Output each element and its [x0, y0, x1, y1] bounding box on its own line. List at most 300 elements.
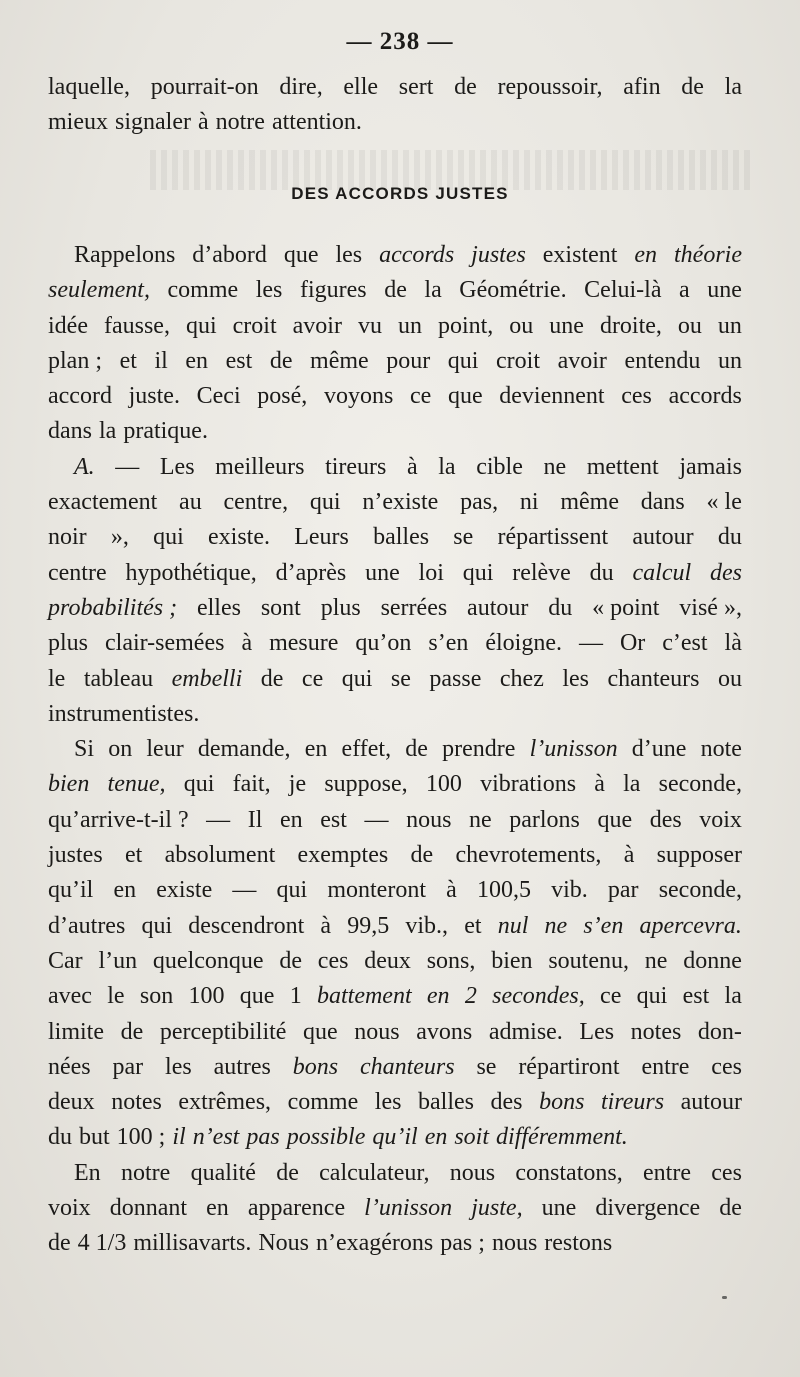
word: accords — [668, 383, 742, 410]
word: monteront — [327, 877, 426, 904]
text-line — [48, 1085, 742, 1120]
word: voix — [48, 1195, 91, 1222]
italic-word: pas — [246, 1124, 280, 1151]
word: ce — [301, 665, 324, 692]
italic-word: probabilités ; — [48, 594, 178, 621]
word: attention. — [271, 109, 362, 136]
word: centre, — [223, 489, 289, 516]
text-line — [48, 105, 742, 140]
word: 99,5 — [347, 912, 390, 939]
word: « le — [706, 489, 742, 516]
word: meilleurs — [215, 453, 305, 480]
italic-word: embelli — [171, 665, 243, 692]
text-line — [48, 344, 742, 379]
word: avec — [48, 983, 92, 1010]
word: ne — [543, 453, 567, 480]
word: apparence — [247, 1195, 346, 1222]
word: que — [597, 806, 633, 833]
word: d’après — [275, 559, 347, 586]
word: au — [179, 489, 202, 516]
word: Les — [159, 453, 195, 480]
word: à — [407, 453, 418, 480]
italic-word: tireurs — [600, 1089, 665, 1116]
word: n’existe — [362, 489, 439, 516]
word: même — [560, 489, 619, 516]
word: 4 1/3 — [77, 1230, 127, 1257]
word: qui — [141, 912, 173, 939]
word: donne — [683, 947, 742, 974]
word: signaler — [115, 109, 191, 136]
word: comme — [167, 277, 239, 304]
word: fait, — [232, 771, 271, 798]
paragraph-continuation — [48, 70, 742, 141]
word: entre — [641, 1053, 690, 1080]
word: dans — [48, 418, 92, 445]
word: d’une — [631, 736, 687, 763]
word: leur — [146, 736, 184, 763]
word: qui — [462, 559, 494, 586]
italic-word: chanteurs — [359, 1053, 455, 1080]
word: notre — [215, 109, 265, 136]
word: pour — [386, 347, 431, 374]
word: tableau — [83, 665, 154, 692]
italic-word: calcul — [632, 559, 692, 586]
word: que — [447, 383, 483, 410]
italic-word: l’unisson — [364, 1195, 453, 1222]
word: les — [374, 1089, 402, 1116]
word: posé, — [257, 383, 308, 410]
word: une — [365, 559, 400, 586]
word: avoir — [292, 312, 342, 339]
text-line — [48, 450, 742, 485]
word: ou — [509, 312, 534, 339]
word: à — [594, 771, 605, 798]
word: notes — [111, 1089, 162, 1116]
word: millisavarts. — [133, 1230, 252, 1257]
word: chez — [499, 665, 544, 692]
word: — — [232, 877, 257, 904]
italic-word: en — [426, 983, 450, 1010]
word: justes — [48, 842, 103, 869]
word: 100,5 — [476, 877, 531, 904]
word: instrumentistes. — [48, 700, 200, 727]
text-line — [48, 1015, 742, 1050]
word: de — [48, 1230, 71, 1257]
word: qui — [341, 665, 373, 692]
word: loi — [418, 559, 444, 586]
text-line — [48, 309, 742, 344]
word: autour — [632, 524, 694, 551]
word: limite — [48, 1018, 104, 1045]
text-line — [48, 732, 742, 767]
word: qui — [309, 489, 341, 516]
word: que — [283, 242, 319, 268]
word: se — [453, 524, 474, 551]
word: du — [48, 1124, 72, 1151]
word: des — [649, 806, 682, 833]
word: existe. — [208, 524, 270, 551]
text-line — [48, 591, 742, 626]
italic-word: bons — [539, 1089, 585, 1116]
word: », — [110, 524, 129, 551]
word: deux — [364, 947, 411, 974]
word: les — [562, 665, 590, 692]
word: le — [107, 983, 125, 1010]
word: divergence — [595, 1195, 701, 1222]
word: sert — [398, 74, 434, 100]
italic-word: en — [424, 1124, 448, 1151]
italic-word: des — [709, 559, 742, 586]
text-line — [48, 909, 742, 944]
italic-word: ne — [544, 912, 568, 939]
word: hypothétique, — [125, 559, 257, 586]
word: et — [124, 842, 143, 869]
word: parlons — [509, 806, 580, 833]
word: une — [549, 312, 584, 339]
word: à — [446, 877, 457, 904]
word: soutenu, — [548, 947, 629, 974]
word: il — [154, 347, 168, 374]
word: avons — [416, 1018, 473, 1045]
word: voyons — [323, 383, 394, 410]
word: admise. — [488, 1018, 563, 1045]
italic-word: théorie — [674, 242, 742, 268]
word: notre — [120, 1159, 171, 1186]
text-line — [48, 1050, 742, 1085]
word: relève — [512, 559, 571, 586]
word: demande, — [197, 736, 291, 763]
text-line — [48, 626, 742, 661]
word: vibrations — [480, 771, 577, 798]
word: plus — [48, 630, 89, 657]
word: qualité — [190, 1159, 256, 1186]
word: tireurs — [325, 453, 387, 480]
word: but — [79, 1124, 110, 1151]
word: noir — [48, 524, 87, 551]
text-line — [48, 485, 742, 520]
word: constatons, — [515, 1159, 623, 1186]
text-line — [48, 873, 742, 908]
word: se — [390, 665, 411, 692]
word: autres — [213, 1053, 271, 1080]
italic-word: apercevra. — [639, 912, 742, 939]
word: exemptes — [297, 842, 389, 869]
word: entendu — [624, 347, 701, 374]
word: qui — [636, 983, 668, 1010]
word: en — [280, 806, 303, 833]
page-number: — 238 — — [346, 28, 454, 55]
italic-word: nul — [497, 912, 529, 939]
word: qui — [185, 312, 217, 339]
word: donnant — [109, 1195, 188, 1222]
word: que — [239, 983, 275, 1010]
italic-word: justes — [471, 242, 526, 268]
word: descendront — [188, 912, 305, 939]
word: qu’on — [355, 630, 412, 657]
word: entre — [643, 1159, 691, 1186]
word: accord — [48, 383, 112, 410]
word: et — [464, 912, 482, 939]
word: en — [113, 877, 137, 904]
word: que — [303, 1018, 338, 1045]
word: absolument — [164, 842, 276, 869]
word: ne — [644, 947, 668, 974]
word: nous — [354, 1018, 400, 1045]
word: le — [48, 665, 66, 692]
word: d’abord — [192, 242, 267, 268]
word: de — [120, 1018, 144, 1045]
word: en — [304, 736, 328, 763]
word: en — [185, 347, 209, 374]
word: un — [718, 347, 742, 374]
word: exactement — [48, 489, 158, 516]
italic-word: bien — [48, 771, 90, 798]
italic-word: il — [172, 1124, 186, 1151]
word: mesure — [269, 630, 339, 657]
word: c’est — [662, 630, 708, 657]
ink-speck — [722, 1296, 727, 1299]
word: on — [108, 736, 133, 763]
word: voix — [699, 806, 742, 833]
word: plus — [320, 594, 361, 621]
word: éloigne. — [485, 630, 562, 657]
word: seconde, — [658, 771, 742, 798]
word: nous — [491, 1230, 538, 1257]
word: vib. — [551, 877, 588, 904]
word: qui — [153, 524, 184, 551]
word: ces — [621, 383, 652, 410]
word: du — [589, 559, 614, 586]
word: mettent — [586, 453, 659, 480]
word: centre — [48, 559, 107, 586]
word: Nous — [258, 1230, 309, 1257]
word: ou — [677, 312, 702, 339]
word: — — [115, 453, 140, 480]
word: des — [490, 1089, 523, 1116]
word: de — [681, 74, 704, 100]
italic-word: battement — [316, 983, 412, 1010]
word: elles — [196, 594, 241, 621]
word: effet, — [341, 736, 392, 763]
word: perceptibilité — [159, 1018, 287, 1045]
word: les — [165, 1053, 192, 1080]
word: de — [454, 74, 477, 100]
word: un — [397, 312, 422, 339]
word: en — [206, 1195, 229, 1222]
word: à — [241, 630, 253, 657]
word: visé », — [679, 594, 742, 621]
word: mieux — [48, 109, 108, 136]
word: cible — [476, 453, 523, 480]
word: juste. — [128, 383, 180, 410]
word: pratique. — [123, 418, 208, 445]
word: laquelle, — [48, 74, 130, 100]
word: autour — [680, 1089, 742, 1116]
word: à — [623, 842, 635, 869]
text-line — [48, 944, 742, 979]
word: — — [364, 806, 389, 833]
word: comme — [287, 1089, 359, 1116]
word: est — [682, 983, 710, 1010]
word: la — [424, 277, 442, 304]
word: notes — [630, 1018, 682, 1045]
word: de — [279, 947, 302, 974]
text-line — [48, 838, 742, 873]
word: 100 ; — [116, 1124, 166, 1151]
word: vu — [357, 312, 382, 339]
text-line — [48, 379, 742, 414]
word: dans — [640, 489, 685, 516]
text-line — [48, 520, 742, 555]
text-line — [48, 1191, 742, 1226]
word: est — [225, 347, 253, 374]
word: serrées — [380, 594, 448, 621]
word: fausse, — [103, 312, 170, 339]
word: deviennent — [499, 383, 605, 410]
word: droite, — [599, 312, 662, 339]
word: répartiront — [518, 1053, 620, 1080]
word: à — [197, 109, 209, 136]
word: 100 — [425, 771, 462, 798]
word: vib., — [405, 912, 449, 939]
word: son — [139, 983, 174, 1010]
word: chanteurs — [607, 665, 700, 692]
word: d’autres — [48, 912, 126, 939]
word: une — [707, 277, 742, 304]
word: les — [255, 277, 283, 304]
word: idée — [48, 312, 88, 339]
italic-word: s’en — [583, 912, 624, 939]
word: autour — [467, 594, 529, 621]
word: 100 — [188, 983, 225, 1010]
word: Géométrie. — [459, 277, 567, 304]
word: figures — [299, 277, 367, 304]
word: n’exagérons — [315, 1230, 434, 1257]
italic-word: seulement, — [48, 277, 150, 304]
word: Or — [619, 630, 646, 657]
word: avoir — [557, 347, 607, 374]
italic-word: A. — [74, 453, 95, 480]
text-line — [48, 238, 742, 273]
italic-word: 2 — [464, 983, 477, 1010]
italic-word: n’est — [192, 1124, 240, 1151]
word: par — [112, 1053, 144, 1080]
word: Leurs — [294, 524, 349, 551]
word: se — [476, 1053, 497, 1080]
word: s’en — [428, 630, 469, 657]
word: de — [276, 1159, 299, 1186]
word: est — [320, 806, 347, 833]
word: croit — [496, 347, 541, 374]
italic-word: différemment. — [496, 1124, 628, 1151]
word: une — [541, 1195, 577, 1222]
word: ces — [711, 1159, 742, 1186]
text-line — [48, 697, 742, 732]
word: existe — [156, 877, 213, 904]
word: les — [335, 242, 363, 268]
word: ne — [468, 806, 492, 833]
word: de — [260, 665, 284, 692]
word: deux — [48, 1089, 95, 1116]
word: de — [405, 736, 428, 763]
word: — — [206, 806, 231, 833]
word: un — [717, 312, 742, 339]
word: qui — [276, 877, 308, 904]
word: ces — [317, 947, 349, 974]
word: suppose, — [324, 771, 408, 798]
italic-word: tenue, — [107, 771, 166, 798]
word: balles — [418, 1089, 474, 1116]
word: Car — [48, 947, 83, 974]
italic-word: bons — [292, 1053, 339, 1080]
word: jamais — [679, 453, 742, 480]
word: chevrotements, — [455, 842, 602, 869]
section-body — [48, 238, 742, 1262]
text-line — [48, 273, 742, 308]
word: a — [679, 277, 690, 304]
word: qu’arrive-t-il ? — [48, 806, 189, 833]
word: du — [717, 524, 742, 551]
italic-word: secondes, — [492, 983, 585, 1010]
word: extrêmes, — [178, 1089, 272, 1116]
word: « point — [592, 594, 660, 621]
word: qui — [183, 771, 215, 798]
text-line — [48, 662, 742, 697]
italic-word: l’unisson — [529, 736, 618, 763]
text-line — [48, 1120, 742, 1155]
word: restons — [544, 1230, 613, 1257]
italic-word: qu’il — [372, 1124, 418, 1151]
word: même — [310, 347, 369, 374]
section-heading: DES ACCORDS JUSTES — [291, 184, 509, 203]
word: la — [438, 453, 456, 480]
word: de — [269, 347, 293, 374]
word: et — [119, 347, 137, 374]
word: Ceci — [196, 383, 241, 410]
word: Les — [579, 1018, 615, 1045]
word: Rappelons — [74, 242, 176, 268]
word: balles — [373, 524, 430, 551]
italic-word: accords — [379, 242, 455, 268]
word: pourrait-on — [150, 74, 259, 100]
text-line — [48, 1226, 742, 1261]
text-line — [48, 767, 742, 802]
word: de — [410, 842, 434, 869]
word: Il — [247, 806, 263, 833]
word: note — [700, 736, 742, 763]
text-line — [48, 556, 742, 591]
text-line — [48, 70, 742, 105]
text-line — [48, 1156, 742, 1191]
word: ces — [711, 1053, 742, 1080]
word: bien — [491, 947, 533, 974]
word: ce — [600, 983, 622, 1010]
word: du — [548, 594, 573, 621]
word: prendre — [442, 736, 516, 763]
word: je — [288, 771, 307, 798]
word: elle — [343, 74, 379, 100]
word: par — [607, 877, 639, 904]
word: nous — [449, 1159, 496, 1186]
word: — — [578, 630, 603, 657]
word: sont — [260, 594, 301, 621]
word: croit — [232, 312, 277, 339]
word: En — [74, 1159, 101, 1186]
word: Celui-là — [584, 277, 662, 304]
word: supposer — [656, 842, 742, 869]
word: point, — [437, 312, 494, 339]
word: Si — [74, 736, 95, 763]
